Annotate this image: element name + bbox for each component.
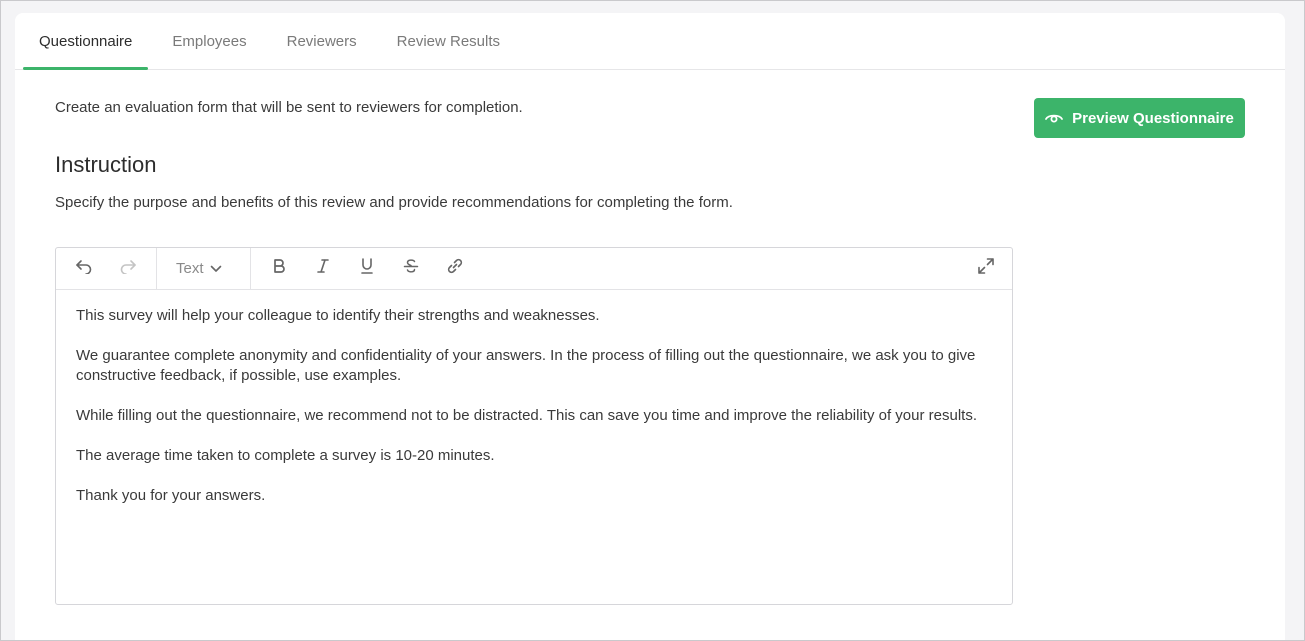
italic-button[interactable] bbox=[311, 248, 335, 289]
undo-button[interactable] bbox=[72, 248, 96, 289]
chevron-down-icon bbox=[210, 260, 222, 277]
rich-text-editor bbox=[55, 247, 1013, 605]
expand-icon bbox=[977, 257, 995, 280]
editor-toolbar bbox=[56, 248, 1012, 290]
undo-icon bbox=[75, 258, 93, 279]
text-format-label: Text bbox=[176, 260, 204, 277]
toolbar-divider bbox=[250, 248, 251, 289]
editor-paragraph: This survey will help your colleague to identify their strengths and weaknesses. bbox=[76, 307, 600, 324]
editor-content[interactable] bbox=[76, 306, 991, 526]
italic-icon bbox=[316, 258, 330, 279]
tab-review-results[interactable] bbox=[373, 13, 516, 69]
preview-questionnaire-label: Preview Questionnaire bbox=[1072, 109, 1234, 127]
eye-icon bbox=[1045, 112, 1063, 124]
main-card bbox=[15, 13, 1285, 641]
tab-employees-label: Employees bbox=[172, 32, 247, 50]
tab-review-results-label: Review Results bbox=[396, 32, 501, 50]
underline-button[interactable] bbox=[355, 248, 379, 289]
preview-questionnaire-button[interactable] bbox=[1034, 98, 1245, 138]
tab-reviewers-label: Reviewers bbox=[286, 32, 357, 50]
tab-questionnaire-label: Questionnaire bbox=[39, 32, 133, 50]
bold-button[interactable] bbox=[267, 248, 291, 289]
underline-icon bbox=[360, 258, 374, 279]
strikethrough-button[interactable] bbox=[399, 248, 423, 289]
redo-icon bbox=[119, 258, 137, 279]
intro-text: Create an evaluation form that will be sent to reviewers for completion. bbox=[55, 99, 523, 116]
editor-paragraph: We guarantee complete anonymity and confidentiality of your answers. In the process of filling out the questionnaire, we ask you to give constructive feedback, if possible, use examples. bbox=[76, 347, 976, 384]
tab-bar bbox=[15, 13, 1285, 70]
link-button[interactable] bbox=[443, 248, 467, 289]
tab-employees[interactable] bbox=[148, 13, 262, 69]
instruction-heading: Instruction bbox=[55, 152, 157, 177]
redo-button[interactable] bbox=[116, 248, 140, 289]
tab-reviewers[interactable] bbox=[263, 13, 373, 69]
editor-paragraph: Thank you for your answers. bbox=[76, 487, 266, 504]
toolbar-divider bbox=[156, 248, 157, 289]
link-icon bbox=[446, 257, 464, 280]
instruction-description: Specify the purpose and benefits of this review and provide recommendations for completing the form. bbox=[55, 194, 733, 211]
editor-paragraph: While filling out the questionnaire, we recommend not to be distracted. This can save you time and improve the reliability of your results. bbox=[76, 407, 978, 424]
bold-icon bbox=[272, 258, 286, 279]
strikethrough-icon bbox=[403, 258, 419, 279]
fullscreen-button[interactable] bbox=[974, 248, 998, 289]
text-format-select[interactable] bbox=[176, 248, 222, 289]
editor-paragraph: The average time taken to complete a survey is 10-20 minutes. bbox=[76, 447, 495, 464]
tab-questionnaire[interactable] bbox=[15, 13, 148, 69]
